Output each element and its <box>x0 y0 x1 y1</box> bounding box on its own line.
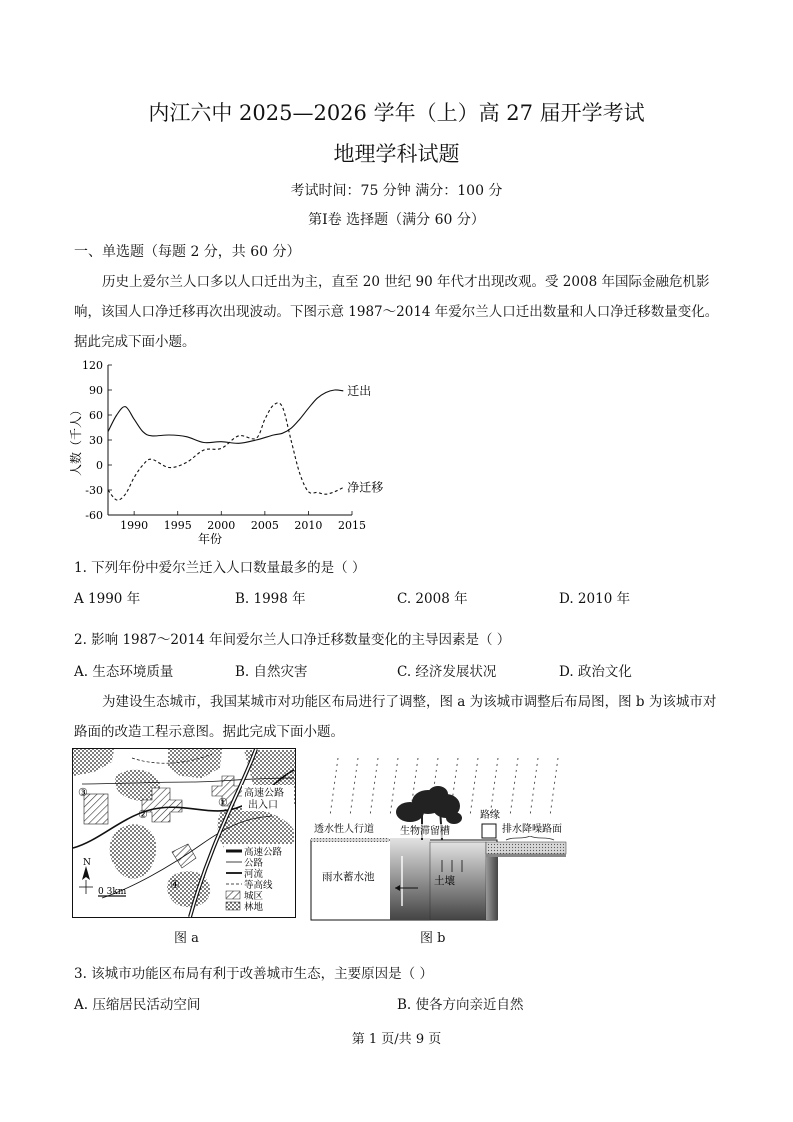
series-line-net-migration <box>108 403 343 500</box>
label-bioretention: 生物滞留槽 <box>400 826 450 837</box>
permeable-sidewalk <box>311 838 389 842</box>
map-label-zone-3: ③ <box>78 786 88 799</box>
y-tick-label: 30 <box>89 434 103 447</box>
subject-title: 地理学科试题 <box>333 142 460 166</box>
section-heading: 一、单选题（每题 2 分，共 60 分） <box>74 244 301 260</box>
question-2-option-a[interactable]: A. 生态环境质量 <box>74 664 174 680</box>
svg-text:N: N <box>83 858 91 868</box>
figure-a-caption: 图 a <box>174 931 199 946</box>
label-drainage-road: 排水降噪路面 <box>502 824 562 835</box>
y-tick-label: -60 <box>85 509 103 522</box>
label-permeable-sidewalk: 透水性人行道 <box>314 824 374 835</box>
question-2-option-c[interactable]: C. 经济发展状况 <box>397 664 497 680</box>
question-2-option-b[interactable]: B. 自然灾害 <box>235 664 308 680</box>
y-tick-label: 120 <box>82 359 103 372</box>
map-label-zone-4: ④ <box>170 878 180 891</box>
exam-title: 内江六中 2025—2026 学年（上）高 27 届开学考试 <box>148 101 645 125</box>
rain-line <box>390 758 398 816</box>
figure-b-caption: 图 b <box>420 931 446 946</box>
series-line-emigration <box>108 390 343 443</box>
rain-line <box>330 758 338 816</box>
chart-ticks <box>82 359 366 532</box>
x-axis-label: 年份 <box>197 532 223 546</box>
x-tick-label: 2005 <box>250 519 279 532</box>
rain-line <box>470 758 478 816</box>
question-3-option-b[interactable]: B. 使各方向亲近自然 <box>397 997 524 1013</box>
rain-line <box>370 758 378 816</box>
label-reservoir: 雨水蓄水池 <box>322 871 375 883</box>
y-tick-label: 90 <box>89 384 103 397</box>
page-footer: 第 1 页/共 9 页 <box>351 1032 442 1047</box>
svg-text:高速公路: 高速公路 <box>244 847 283 858</box>
curb-stone <box>482 824 496 838</box>
map-label-zone-2: ② <box>138 808 148 821</box>
map-label-highway: 高速公路 <box>244 788 284 799</box>
rain-line <box>550 758 558 816</box>
question-2-stem: 2. 影响 1987～2014 年间爱尔兰人口净迁移数量变化的主导因素是（ ） <box>74 632 511 648</box>
figure-b-road-engineering-diagram <box>310 756 570 922</box>
scale-label: 0 3km <box>98 887 127 897</box>
passage-1: 历史上爱尔兰人口多以人口迁出为主，直至 20 世纪 90 年代才出现改观。受 2008 年国际金融危机影响，该国人口净迁移再次出现波动。下图示意 1987～2014 年爱尔兰人口迁出数量和人口净迁移数量变化。据此完成下面小题。 <box>74 274 719 350</box>
x-tick-label: 1990 <box>120 519 149 532</box>
label-soil: 土壤 <box>434 875 455 887</box>
passage-2: 为建设生态城市，我国某城市对功能区布局进行了调整，图 a 为该城市调整后布局图，图 b 为该城市对路面的改造工程示意图。据此完成下面小题。 <box>74 694 717 740</box>
exam-info: 考试时间：75 分钟 满分：100 分 <box>290 183 503 199</box>
svg-text:城区: 城区 <box>244 891 264 902</box>
rain-line <box>530 758 538 816</box>
x-tick-label: 2000 <box>207 519 236 532</box>
svg-text:等高线: 等高线 <box>244 880 273 891</box>
question-3-stem: 3. 该城市功能区布局有利于改善城市生态，主要原因是（ ） <box>74 966 433 982</box>
y-tick-label: 60 <box>89 409 103 422</box>
question-1-option-c[interactable]: C. 2008 年 <box>397 591 468 607</box>
rain-line <box>490 758 498 816</box>
series-label-net-migration: 净迁移 <box>347 480 384 495</box>
figure-a-city-layout-map <box>72 748 296 918</box>
question-1-option-a[interactable]: A 1990 年 <box>74 591 141 607</box>
runoff-wave <box>506 836 554 840</box>
bioretention-soil <box>390 838 430 920</box>
curb-wall <box>486 850 498 920</box>
y-tick-label: 0 <box>96 459 103 472</box>
map-label-exit: 出入口 <box>248 800 278 811</box>
x-tick-label: 2015 <box>338 519 366 532</box>
x-tick-label: 1995 <box>163 519 192 532</box>
question-2-option-d[interactable]: D. 政治文化 <box>559 664 632 680</box>
question-1-option-b[interactable]: B. 1998 年 <box>235 591 306 607</box>
label-curb: 路缘 <box>480 810 500 821</box>
question-1-option-d[interactable]: D. 2010 年 <box>559 591 631 607</box>
svg-text:河流: 河流 <box>244 869 264 880</box>
svg-text:公路: 公路 <box>244 858 264 869</box>
series-label-emigration: 迁出 <box>347 383 372 398</box>
drainage-road-surface <box>486 842 566 854</box>
question-3-option-a[interactable]: A. 压缩居民活动空间 <box>74 997 201 1013</box>
rain-line <box>510 758 518 816</box>
map-label-zone-1: ① <box>218 796 228 809</box>
y-tick-label: -30 <box>85 484 103 497</box>
svg-text:林地: 林地 <box>244 902 264 913</box>
migration-line-chart <box>68 355 388 550</box>
y-axis-label: 人数（千人） <box>69 403 83 477</box>
part-label: 第Ⅰ卷 选择题（满分 60 分） <box>308 212 485 228</box>
rain-line <box>350 758 358 816</box>
question-1-stem: 1. 下列年份中爱尔兰迁入人口数量最多的是（ ） <box>74 560 366 576</box>
x-tick-label: 2010 <box>294 519 323 532</box>
